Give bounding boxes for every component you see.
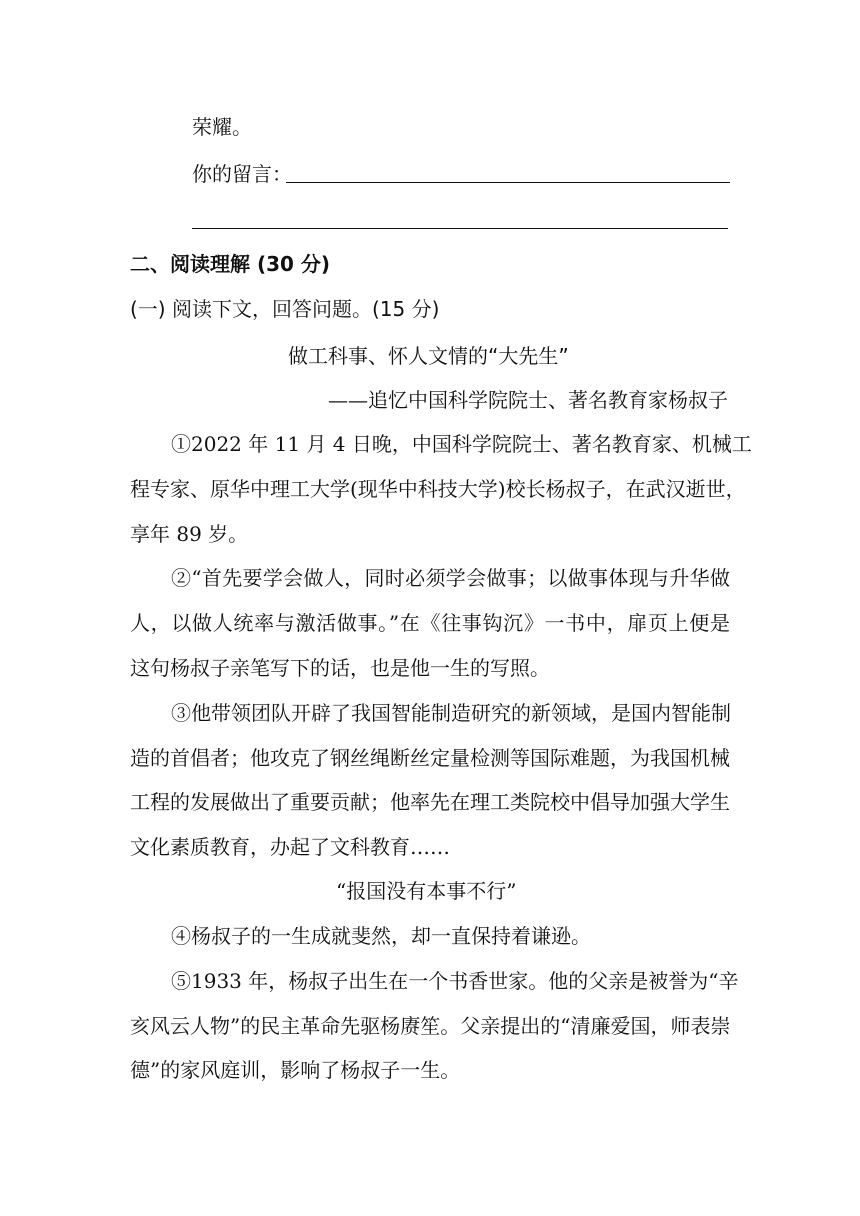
section-heading: 二、阅读理解 (30 分) — [130, 252, 331, 276]
message-answer-line-2[interactable] — [192, 228, 728, 229]
paragraph-4: ④杨叔子的一生成就斐然，却一直保持着谦逊。 — [171, 924, 591, 948]
paragraph-5-line-2: 亥风云人物”的民主革命先驱杨赓笙。父亲提出的“清廉爱国，师表崇 — [130, 1014, 731, 1038]
paragraph-1-line-1: ①2022 年 11 月 4 日晚，中国科学院院士、著名教育家、机械工 — [171, 432, 752, 456]
part-instruction: (一) 阅读下文，回答问题。(15 分) — [130, 297, 440, 321]
paragraph-3-line-4: 文化素质教育，办起了文科教育…… — [130, 835, 450, 859]
message-answer-line-1[interactable] — [286, 182, 730, 183]
paragraph-3-line-3: 工程的发展做出了重要贡献；他率先在理工类院校中倡导加强大学生 — [130, 790, 730, 814]
paragraph-2-line-1: ②“首先要学会做人，同时必须学会做事；以做事体现与升华做 — [171, 566, 730, 590]
paragraph-3-line-2: 造的首倡者；他攻克了钢丝绳断丝定量检测等国际难题，为我国机械 — [130, 746, 730, 770]
intro-text-end: 荣耀。 — [192, 115, 252, 139]
article-title: 做工科事、怀人文情的“大先生” — [288, 344, 569, 368]
paragraph-3-line-1: ③他带领团队开辟了我国智能制造研究的新领域，是国内智能制 — [171, 701, 731, 725]
paragraph-5-line-3: 德”的家风庭训，影响了杨叔子一生。 — [130, 1058, 461, 1082]
message-label: 你的留言： — [192, 162, 292, 186]
paragraph-5-line-1: ⑤1933 年，杨叔子出生在一个书香世家。他的父亲是被誉为“辛 — [171, 969, 739, 993]
paragraph-1-line-3: 享年 89 岁。 — [130, 522, 249, 546]
paragraph-1-line-2: 程专家、原华中理工大学(现华中科技大学)校长杨叔子，在武汉逝世， — [130, 477, 746, 501]
article-subtitle: ——追忆中国科学院院士、著名教育家杨叔子 — [328, 388, 728, 412]
article-subheading: “报国没有本事不行” — [336, 879, 517, 903]
paragraph-2-line-3: 这句杨叔子亲笔写下的话，也是他一生的写照。 — [130, 656, 550, 680]
paragraph-2-line-2: 人，以做人统率与激活做事。”在《往事钩沉》一书中，扉页上便是 — [130, 611, 730, 635]
